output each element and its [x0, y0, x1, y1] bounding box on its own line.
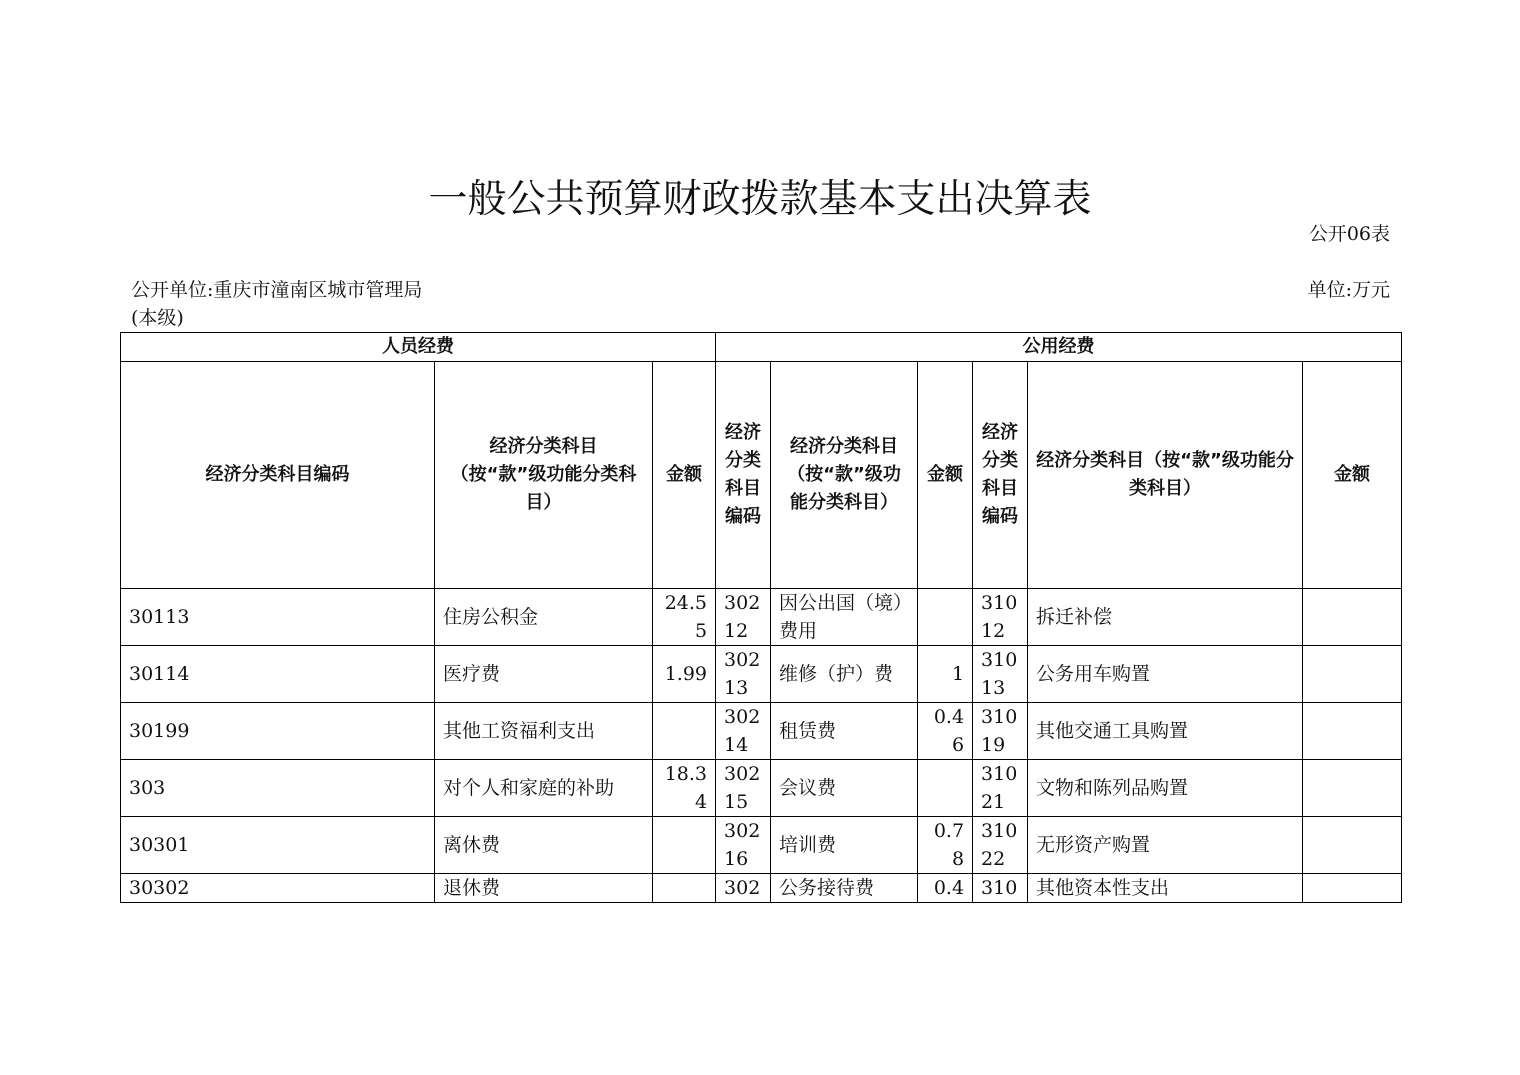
code-header-right: 经济分类科目编码 — [973, 362, 1028, 589]
code-cell-mid: 30212 — [716, 589, 771, 646]
code-cell: 30114 — [121, 646, 435, 703]
subject-cell: 离休费 — [435, 817, 653, 874]
reporting-unit: 公开单位:重庆市潼南区城市管理局(本级) — [131, 279, 423, 329]
amount-cell-mid: 0.78 — [918, 817, 973, 874]
subject-header: 经济分类科目（按“款”级功能分类科目） — [435, 362, 653, 589]
amount-cell-mid — [918, 760, 973, 817]
code-cell-mid: 302 — [716, 874, 771, 903]
code-cell-mid: 30214 — [716, 703, 771, 760]
subject-cell-right: 公务用车购置 — [1028, 646, 1303, 703]
code-cell-mid: 30215 — [716, 760, 771, 817]
table-row — [121, 646, 1402, 703]
code-cell: 30113 — [121, 589, 435, 646]
code-header-mid: 经济分类科目编码 — [716, 362, 771, 589]
amount-cell-mid: 0.46 — [918, 703, 973, 760]
subject-cell-right: 其他交通工具购置 — [1028, 703, 1303, 760]
amount-cell — [653, 874, 716, 903]
amount-header-mid: 金额 — [918, 362, 973, 589]
code-cell-right: 31021 — [973, 760, 1028, 817]
subject-cell-mid: 公务接待费 — [771, 874, 918, 903]
code-cell: 30302 — [121, 874, 435, 903]
amount-cell — [653, 817, 716, 874]
code-cell-right: 31019 — [973, 703, 1028, 760]
code-cell: 30301 — [121, 817, 435, 874]
code-cell: 30199 — [121, 703, 435, 760]
code-cell-right: 310 — [973, 874, 1028, 903]
subject-cell-right: 拆迁补偿 — [1028, 589, 1303, 646]
subject-cell-right: 文物和陈列品购置 — [1028, 760, 1303, 817]
subject-header-mid: 经济分类科目（按“款”级功能分类科目） — [771, 362, 918, 589]
currency-unit: 单位:万元 — [1307, 279, 1390, 301]
page-title: 一般公共预算财政拨款基本支出决算表 — [428, 177, 1092, 222]
amount-cell: 24.55 — [653, 589, 716, 646]
amount-cell-mid: 0.4 — [918, 874, 973, 903]
subject-cell-mid: 培训费 — [771, 817, 918, 874]
code-cell-right: 31012 — [973, 589, 1028, 646]
amount-cell-right — [1303, 589, 1402, 646]
subject-cell-mid: 维修（护）费 — [771, 646, 918, 703]
code-cell-mid: 30213 — [716, 646, 771, 703]
code-cell: 303 — [121, 760, 435, 817]
subject-cell-right: 其他资本性支出 — [1028, 874, 1303, 903]
amount-cell-right — [1303, 760, 1402, 817]
subject-cell-mid: 会议费 — [771, 760, 918, 817]
amount-cell — [653, 703, 716, 760]
code-cell-right: 31022 — [973, 817, 1028, 874]
amount-cell-right — [1303, 874, 1402, 903]
table-row — [121, 760, 1402, 817]
amount-header-right: 金额 — [1303, 362, 1402, 589]
amount-cell: 1.99 — [653, 646, 716, 703]
subject-cell: 对个人和家庭的补助 — [435, 760, 653, 817]
amount-cell-right — [1303, 817, 1402, 874]
subject-cell-mid: 租赁费 — [771, 703, 918, 760]
amount-cell-mid — [918, 589, 973, 646]
subject-cell: 退休费 — [435, 874, 653, 903]
subject-cell-mid: 因公出国（境）费用 — [771, 589, 918, 646]
subject-cell: 住房公积金 — [435, 589, 653, 646]
amount-header: 金额 — [653, 362, 716, 589]
table-row — [121, 589, 1402, 646]
table-row — [121, 703, 1402, 760]
personnel-expense-header: 人员经费 — [121, 333, 716, 362]
form-number: 公开06表 — [1308, 223, 1390, 245]
code-cell-mid: 30216 — [716, 817, 771, 874]
subject-cell: 医疗费 — [435, 646, 653, 703]
expenditure-table — [120, 332, 1402, 903]
amount-cell-right — [1303, 703, 1402, 760]
amount-cell: 18.34 — [653, 760, 716, 817]
amount-cell-mid: 1 — [918, 646, 973, 703]
amount-cell-right — [1303, 646, 1402, 703]
table-row — [121, 817, 1402, 874]
code-header: 经济分类科目编码 — [121, 362, 435, 589]
subject-cell: 其他工资福利支出 — [435, 703, 653, 760]
subject-header-right: 经济分类科目（按“款”级功能分类科目） — [1028, 362, 1303, 589]
subject-cell-right: 无形资产购置 — [1028, 817, 1303, 874]
code-cell-right: 31013 — [973, 646, 1028, 703]
public-expense-header: 公用经费 — [716, 333, 1402, 362]
table-row — [121, 874, 1402, 903]
